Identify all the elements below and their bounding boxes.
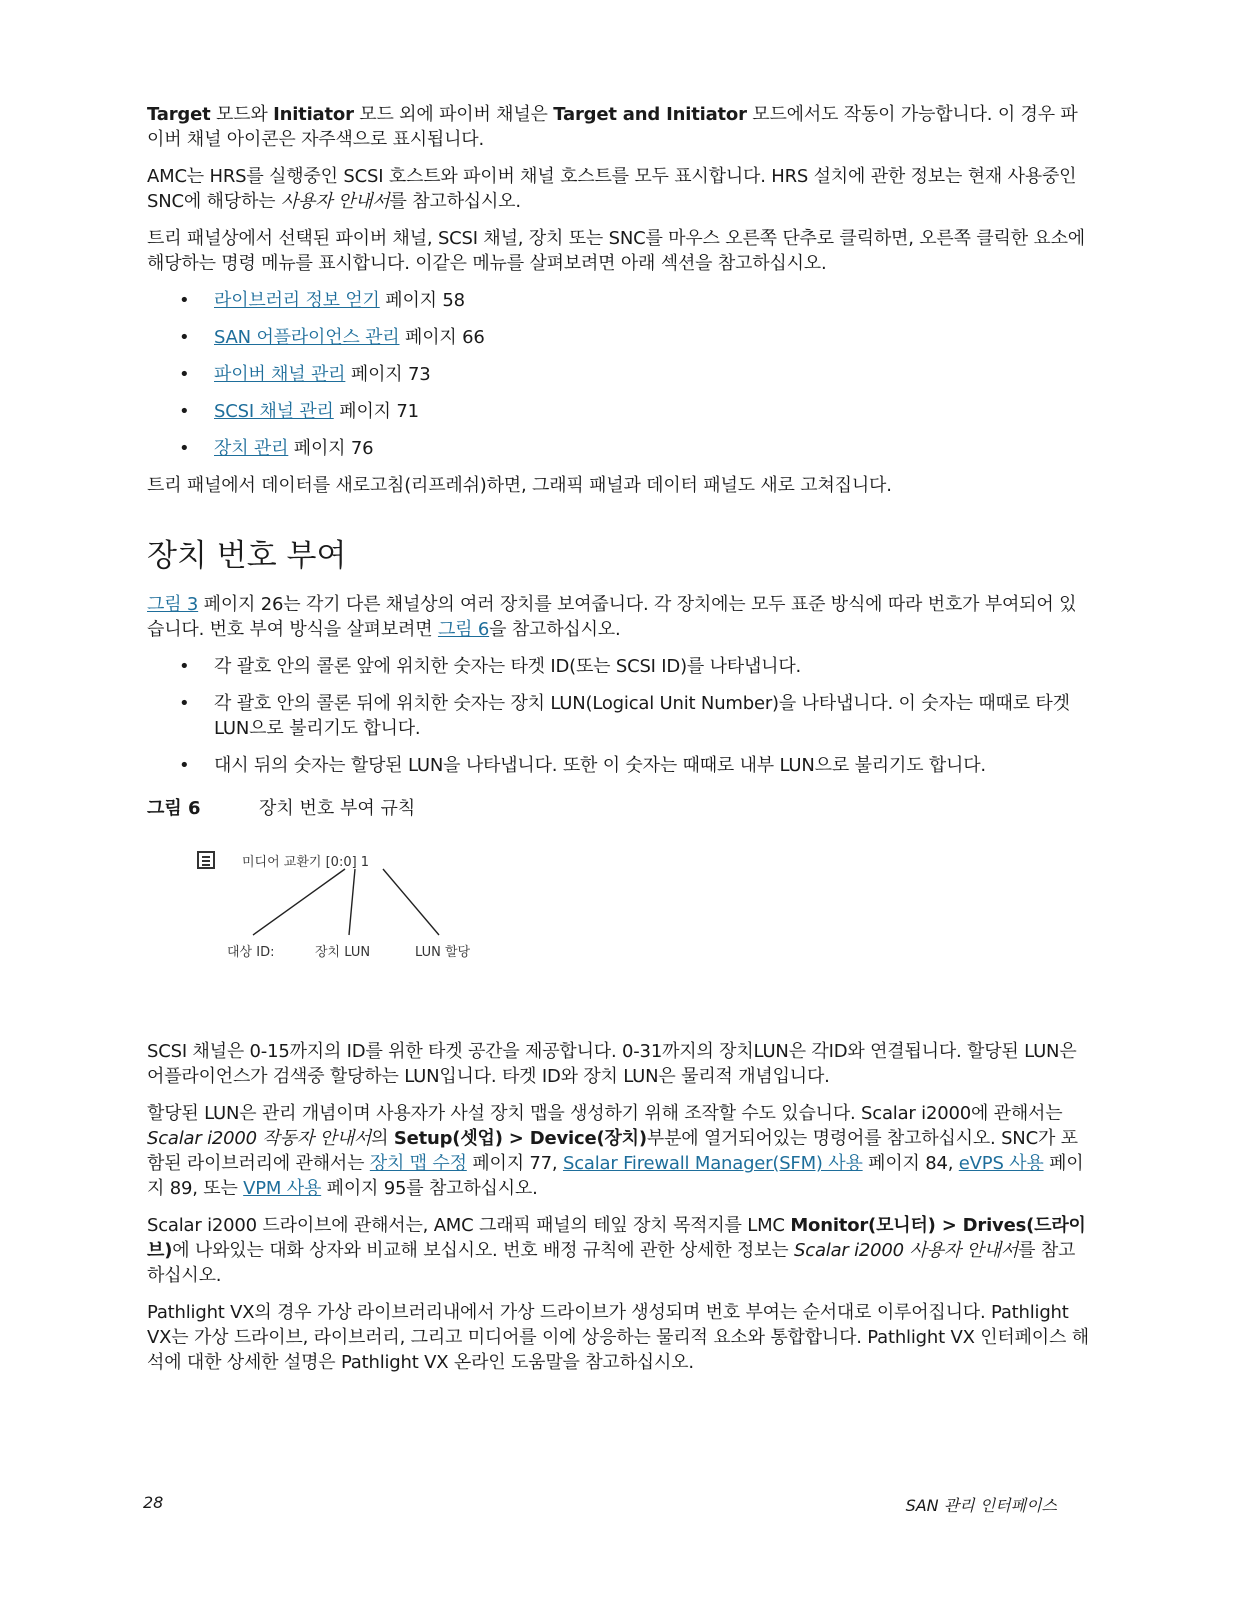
- link-evps[interactable]: eVPS 사용: [958, 1153, 1044, 1174]
- intro-paragraph-3: 트리 패널상에서 선택된 파이버 채널, SCSI 채널, 장치 또는 SNC를 마우스 오른쪽 단추로 클릭하면, 오른쪽 클릭한 요소에 해당하는 명령 메뉴를 표시합니다. 이같은 메뉴를 살펴보려면 아래 섹션을 참고하십시오.: [147, 228, 1085, 274]
- bullet: •: [179, 401, 190, 422]
- link-sfm[interactable]: Scalar Firewall Manager(SFM) 사용: [562, 1153, 863, 1174]
- list-item: [147, 325, 1090, 350]
- page-ref: 페이지 71: [333, 401, 419, 422]
- page-ref: 페이지 76: [288, 438, 374, 459]
- term-target: Target: [147, 104, 211, 125]
- text: 대시 뒤의 숫자는 할당된 LUN을 나타냅니다. 또한 이 숫자는 때때로 내부 LUN으로 불리기도 합니다.: [214, 755, 986, 776]
- text: 페이지 26는 각기 다른 채널상의 여러 장치를 보여줍니다. 각 장치에는 모두 표준 방식에 따라 번호가 부여되어 있습니다. 번호 부여 방식을 살펴보려면: [147, 594, 1077, 640]
- figure-label-device-lun: 장치 LUN: [315, 945, 371, 960]
- text: 페이지 95를 참고하십시오.: [321, 1178, 538, 1199]
- menu-path-monitor-drives: Monitor(모니터) > Drives(드라이브): [147, 1215, 1086, 1261]
- figure-device-label: 미디어 교환기 [0:0] 1: [242, 855, 370, 870]
- menu-link-list: [147, 288, 1090, 461]
- term-target-and-initiator: Target and Initiator: [553, 104, 747, 125]
- pointer-target-id: [253, 869, 345, 935]
- figure-caption: [147, 796, 1090, 821]
- refresh-paragraph: 트리 패널에서 데이터를 새로고침(리프레쉬)하면, 그래픽 패널과 데이터 패널도 새로 고쳐집니다.: [147, 475, 892, 496]
- body-paragraph-4: Pathlight VX의 경우 가상 라이브러리내에서 가상 드라이브가 생성되며 번호 부여는 순서대로 이루어집니다. Pathlight VX는 가상 드라이브, 라이브러리, 그리고 미디어를 이에 상응하는 물리적 요소와 통합합니다. Pathlight VX 인터페이스 해석에 대한 상세한 설명은 Pathlight VX 온라인 도움말을 참고하십시오.: [147, 1302, 1089, 1373]
- device-numbering-figure: [197, 849, 557, 979]
- link-fibre-channel[interactable]: 파이버 채널 관리: [214, 364, 346, 385]
- text: 모드와: [210, 104, 274, 125]
- doc-title-user-guide: 사용자 안내서: [280, 191, 390, 212]
- bullet: •: [179, 364, 190, 385]
- page-number: 28: [143, 1493, 164, 1512]
- link-device-management[interactable]: 장치 관리: [214, 438, 289, 459]
- body-paragraph-1: SCSI 채널은 0-15까지의 ID를 위한 타겟 공간을 제공합니다. 0-31까지의 장치LUN은 각ID와 연결됩니다. 할당된 LUN은 어플라이언스가 검색중 할당하는 LUN입니다. 타겟 ID와 장치 LUN은 물리적 개념입니다.: [147, 1041, 1077, 1087]
- bullet: •: [179, 290, 190, 311]
- bullet: •: [179, 656, 190, 677]
- intro-paragraph-1: [147, 102, 1090, 152]
- figure-label-assigned-lun: LUN 할당: [415, 945, 471, 960]
- list-item: [147, 399, 1090, 424]
- text: 에 나와있는 대화 상자와 비교해 보십시오. 번호 배정 규칙에 관한 상세한 정보는: [172, 1240, 795, 1261]
- text: 를 참고하십시오.: [147, 1240, 1076, 1286]
- link-figure-6[interactable]: 그림 6: [437, 619, 490, 640]
- link-library-info[interactable]: 라이브러리 정보 얻기: [214, 290, 380, 311]
- text: 각 괄호 안의 콜론 뒤에 위치한 숫자는 장치 LUN(Logical Unit Number)을 나타냅니다. 이 숫자는 때때로 타겟 LUN으로 불리기도 합니다.: [214, 693, 1070, 739]
- link-vpm[interactable]: VPM 사용: [243, 1178, 322, 1199]
- list-item: [147, 288, 1090, 313]
- text: 페이지 77,: [466, 1153, 563, 1174]
- bullet: •: [179, 438, 190, 459]
- link-san-appliance[interactable]: SAN 어플라이언스 관리: [214, 327, 400, 348]
- text: AMC는 HRS를 실행중인 SCSI 호스트와 파이버 채널 호스트를 모두 표시합니다. HRS 설치에 관한 정보는 현재 사용중인 SNC에 해당하는: [147, 166, 1077, 212]
- page-ref: 페이지 66: [399, 327, 485, 348]
- text: 의: [371, 1128, 394, 1149]
- intro-paragraph-2: [147, 164, 1090, 214]
- text: 를 참고하십시오.: [389, 191, 521, 212]
- figure-label-target-id: 대상 ID:: [227, 945, 275, 960]
- link-device-map[interactable]: 장치 맵 수정: [369, 1153, 467, 1174]
- list-item: [147, 436, 1090, 461]
- chapter-title: SAN 관리 인터페이스: [905, 1496, 1057, 1515]
- text: 부분에 열거되어있는 명령어를 참고하십시오. SNC가 포함된 라이브러리에 관해서는: [147, 1128, 1078, 1174]
- list-item: [147, 362, 1090, 387]
- bullet: •: [179, 693, 190, 714]
- list-item: [147, 753, 1090, 778]
- list-item: [147, 654, 1090, 679]
- pointer-assigned-lun: [383, 869, 439, 935]
- text: 모드에서도 작동이 가능합니다. 이 경우 파이버 채널 아이콘은 자주색으로 표시됩니다.: [147, 104, 1078, 150]
- page-content: [147, 102, 1090, 1387]
- figure-title: 장치 번호 부여 규칙: [259, 798, 416, 819]
- link-scsi-channel[interactable]: SCSI 채널 관리: [214, 401, 334, 422]
- text: 할당된 LUN은 관리 개념이며 사용자가 사설 장치 맵을 생성하기 위해 조작할 수도 있습니다. Scalar i2000에 관해서는: [147, 1103, 1063, 1124]
- doc-title-operator-guide: Scalar i2000 작동자 안내서: [147, 1128, 372, 1149]
- numbering-rules-list: [147, 654, 1090, 778]
- text: 페이지 84,: [862, 1153, 959, 1174]
- body-paragraph-2: [147, 1101, 1090, 1201]
- pointer-device-lun: [349, 869, 355, 935]
- section-heading: 장치 번호 부여: [147, 538, 347, 574]
- text: 각 괄호 안의 콜론 앞에 위치한 숫자는 타겟 ID(또는 SCSI ID)를 나타냅니다.: [214, 656, 802, 677]
- body-paragraph-3: [147, 1213, 1090, 1288]
- list-item: [147, 691, 1090, 741]
- text: Scalar i2000 드라이브에 관해서는, AMC 그래픽 패널의 테잎 장치 목적지를 LMC: [147, 1215, 791, 1236]
- bullet: •: [179, 327, 190, 348]
- text: 을 참고하십시오.: [489, 619, 621, 640]
- text: 페이지 89, 또는: [147, 1153, 1084, 1199]
- link-figure-3[interactable]: 그림 3: [147, 594, 199, 615]
- menu-path-setup-device: Setup(셋업) > Device(장치): [393, 1128, 647, 1149]
- page-ref: 페이지 73: [345, 364, 431, 385]
- section-paragraph-1: [147, 592, 1090, 642]
- page-ref: 페이지 58: [379, 290, 465, 311]
- figure-number: 그림 6: [147, 798, 201, 819]
- text: 모드 외에 파이버 채널은: [353, 104, 554, 125]
- doc-title-scalar-user-guide: Scalar i2000 사용자 안내서: [794, 1240, 1019, 1261]
- bullet: •: [179, 755, 190, 776]
- term-initiator: Initiator: [273, 104, 354, 125]
